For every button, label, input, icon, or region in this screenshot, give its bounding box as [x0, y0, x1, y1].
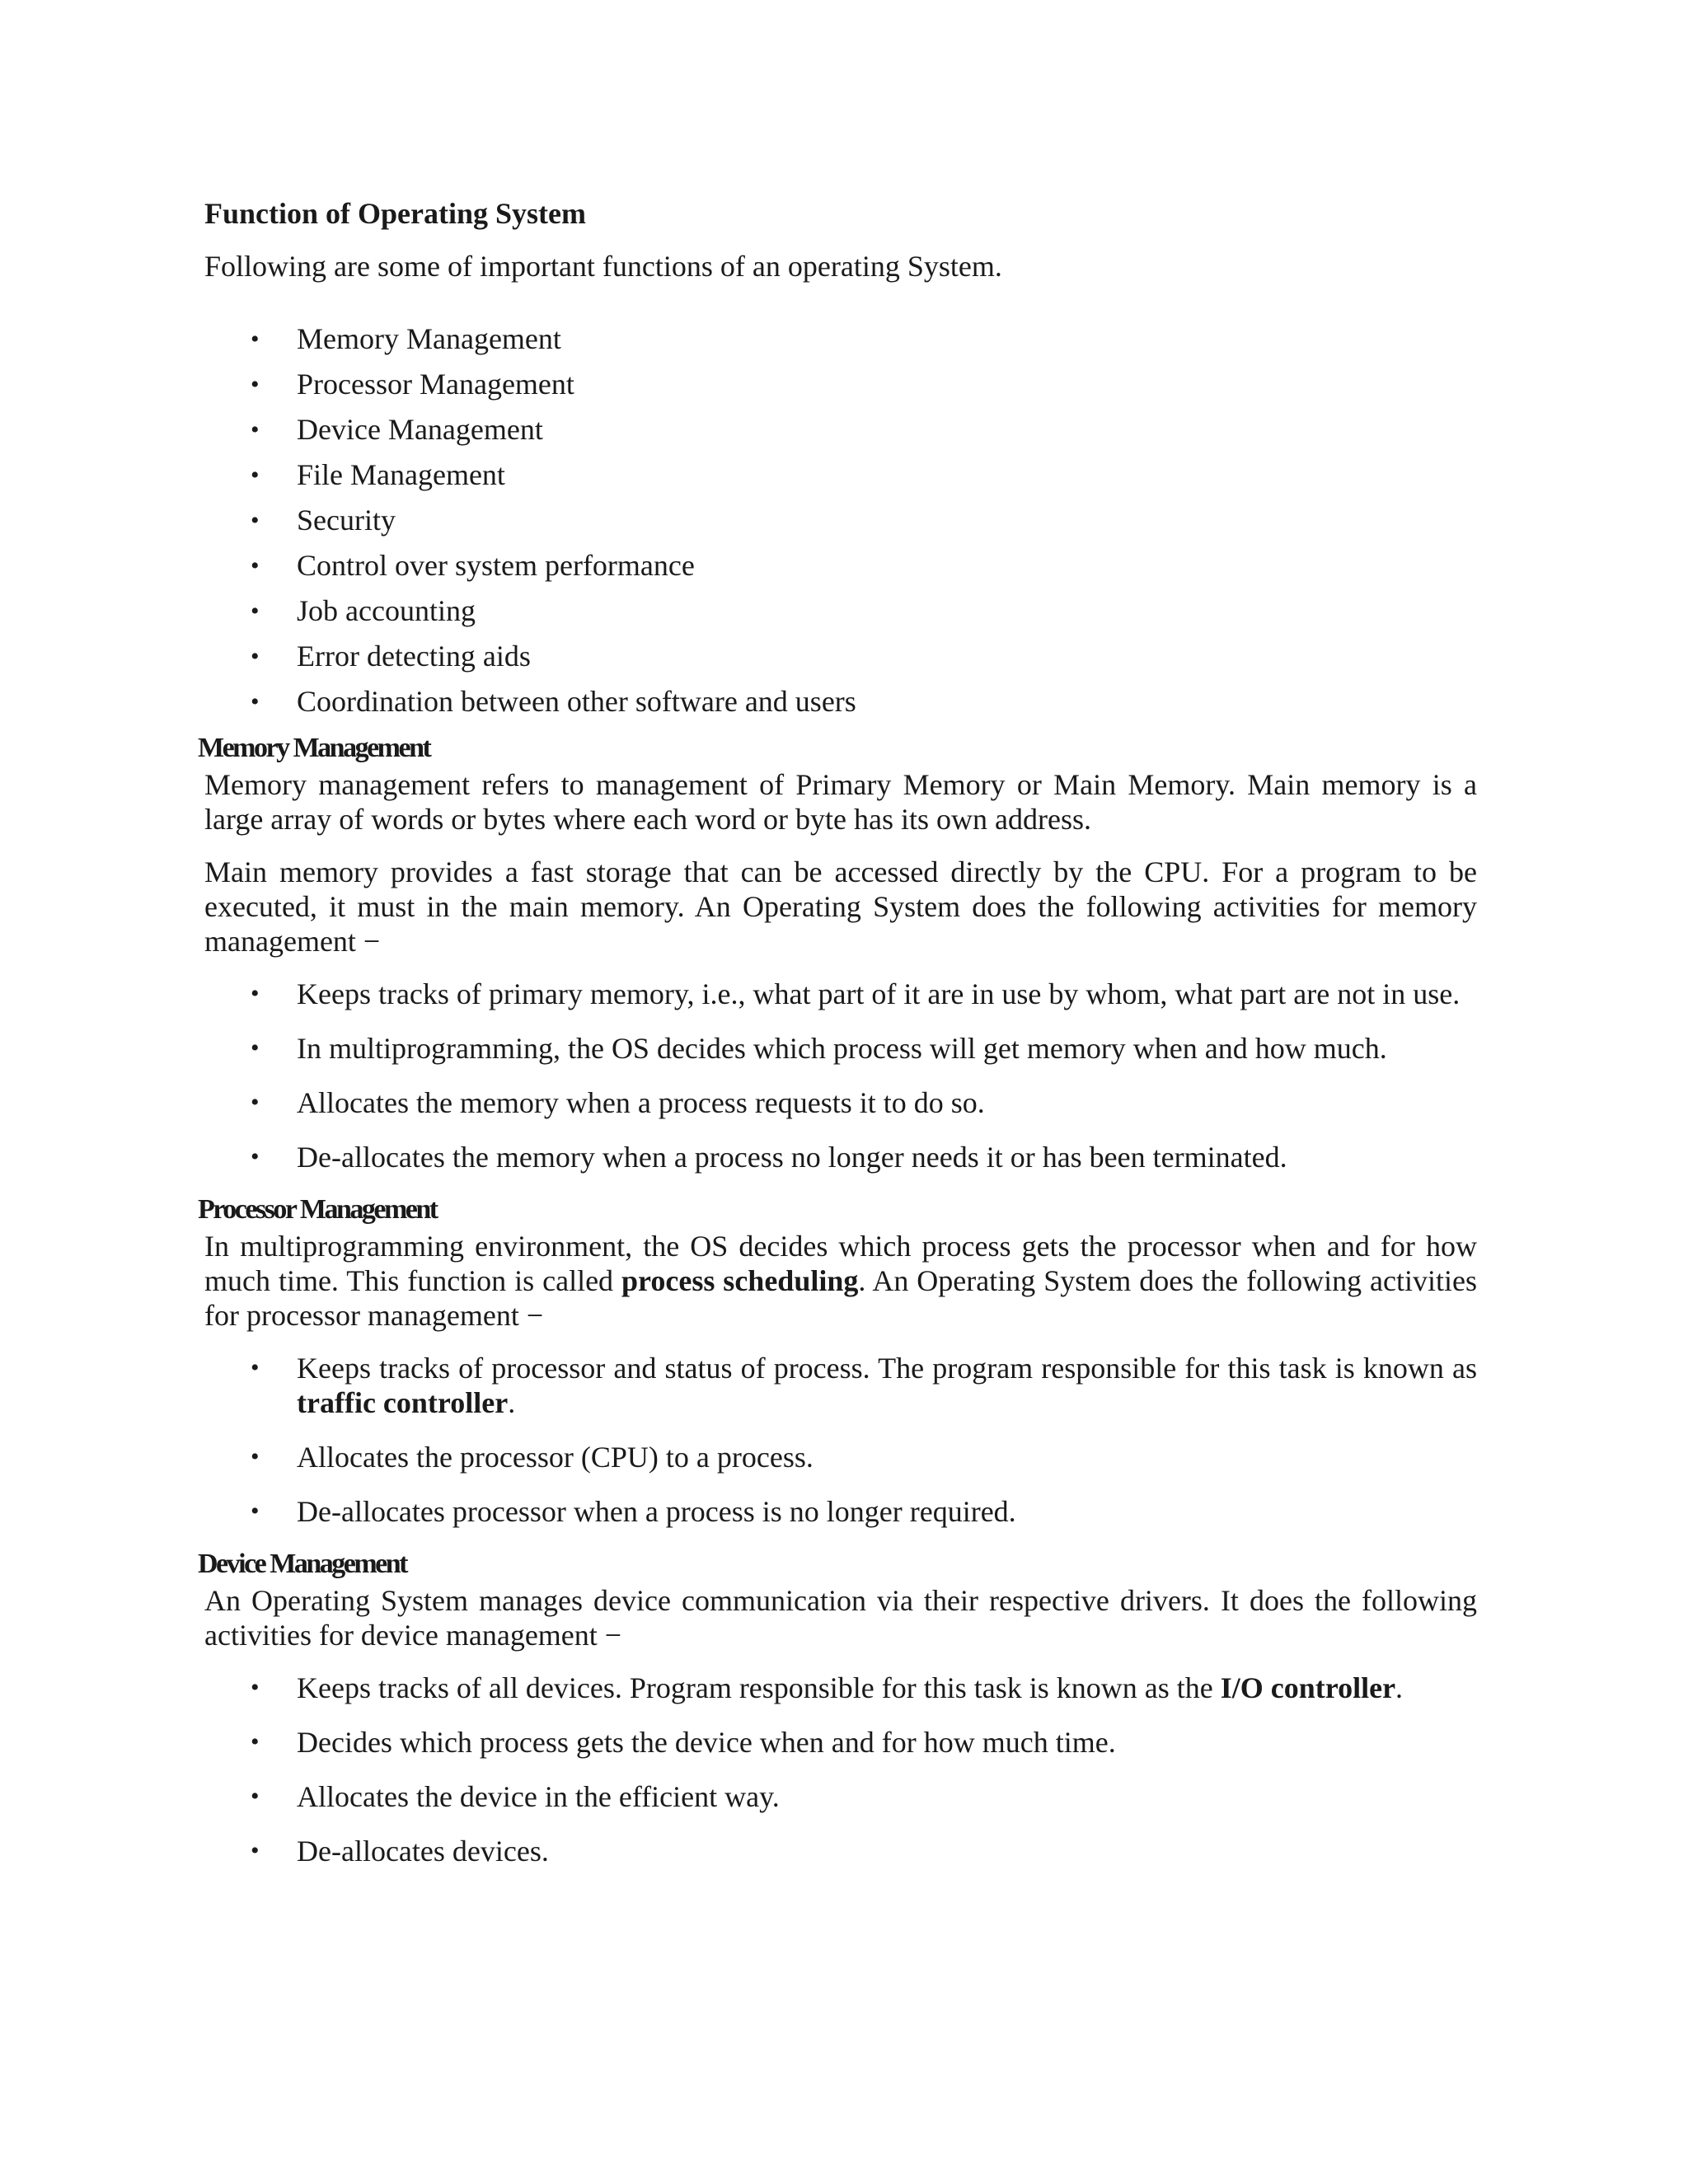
bullet-icon: • [251, 1783, 260, 1810]
list-item: • In multiprogramming, the OS decides which process will get memory when and how much. [251, 1032, 1387, 1065]
processor-paragraph: In multiprogramming environment, the OS decides which process gets the processor when and for how much time. This function is called process scheduling. An Operating System does the following activities for processor management − [204, 1230, 1477, 1332]
device-activities-list [204, 1671, 1477, 1868]
device-paragraph: An Operating System manages device communication via their respective drivers. It does the following activities for device management − [204, 1584, 1477, 1652]
list-item: • Device Management [204, 407, 1477, 452]
memory-paragraph-2: Main memory provides a fast storage that can be accessed directly by the CPU. For a program to be executed, it must in the main memory. An Operating System does the following activities for memory management − [204, 855, 1477, 958]
list-item: • De-allocates the memory when a process no longer needs it or has been terminated. [251, 1141, 1287, 1174]
bullet-icon: • [251, 1443, 260, 1470]
memory-activities-list [204, 977, 1477, 1174]
list-item: • Job accounting [204, 588, 1477, 634]
bullet-icon: • [251, 1497, 260, 1525]
process-scheduling-term: process scheduling [621, 1264, 859, 1297]
memory-paragraph-1: Memory management refers to management of Primary Memory or Main Memory. Main memory is a large array of words or bytes where each word or byte has its own address. [204, 768, 1477, 836]
list-item: • Keeps tracks of all devices. Program responsible for this task is known as the I/O controller. [251, 1671, 1404, 1704]
list-item: • Processor Management [204, 362, 1477, 407]
io-controller-term: I/O controller [1220, 1671, 1396, 1704]
intro-text: Following are some of important functions of an operating System. [204, 250, 1002, 283]
list-item: • De-allocates devices. [251, 1835, 549, 1868]
bullet-icon: • [251, 371, 260, 398]
functions-list [204, 316, 1477, 724]
bullet-icon: • [251, 1034, 260, 1062]
list-item: • Allocates the processor (CPU) to a process. [251, 1441, 814, 1474]
document-page [198, 194, 1477, 1888]
bullet-icon: • [251, 1143, 260, 1170]
bullet-icon: • [251, 688, 260, 715]
bullet-icon: • [251, 980, 260, 1007]
list-item: • Control over system performance [204, 543, 1477, 588]
bullet-icon: • [251, 1674, 260, 1701]
list-item: • Coordination between other software and users [204, 679, 1477, 724]
list-item: • De-allocates processor when a process is no longer required. [251, 1495, 1016, 1528]
bullet-icon: • [251, 1837, 260, 1864]
bullet-icon: • [251, 1089, 260, 1116]
bullet-icon: • [251, 643, 260, 670]
bullet-icon: • [251, 1354, 260, 1381]
list-item: • Memory Management [204, 316, 1477, 362]
list-item: • Keeps tracks of primary memory, i.e., what part of it are in use by whom, what part are not in use. [251, 977, 1461, 1010]
list-item: • Security [204, 498, 1477, 543]
memory-management-heading: Memory Management [198, 733, 430, 763]
bullet-icon: • [251, 598, 260, 625]
list-item: • Keeps tracks of processor and status of process. The program responsible for this task is known as traffic controller. [251, 1352, 1477, 1419]
page-title: Function of Operating System [204, 197, 586, 230]
list-item: • File Management [204, 452, 1477, 498]
device-management-heading: Device Management [198, 1549, 407, 1579]
processor-management-heading: Processor Management [198, 1194, 437, 1225]
list-item: • Error detecting aids [204, 634, 1477, 679]
list-item: • Decides which process gets the device when and for how much time. [251, 1726, 1116, 1759]
bullet-icon: • [251, 326, 260, 353]
list-item: • Allocates the device in the efficient way. [251, 1780, 780, 1813]
bullet-icon: • [251, 507, 260, 534]
bullet-icon: • [251, 1728, 260, 1755]
bullet-icon: • [251, 416, 260, 443]
list-item: • Allocates the memory when a process requests it to do so. [251, 1086, 985, 1119]
bullet-icon: • [251, 462, 260, 489]
bullet-icon: • [251, 552, 260, 579]
traffic-controller-term: traffic controller [297, 1386, 509, 1419]
processor-activities-list [204, 1351, 1477, 1529]
